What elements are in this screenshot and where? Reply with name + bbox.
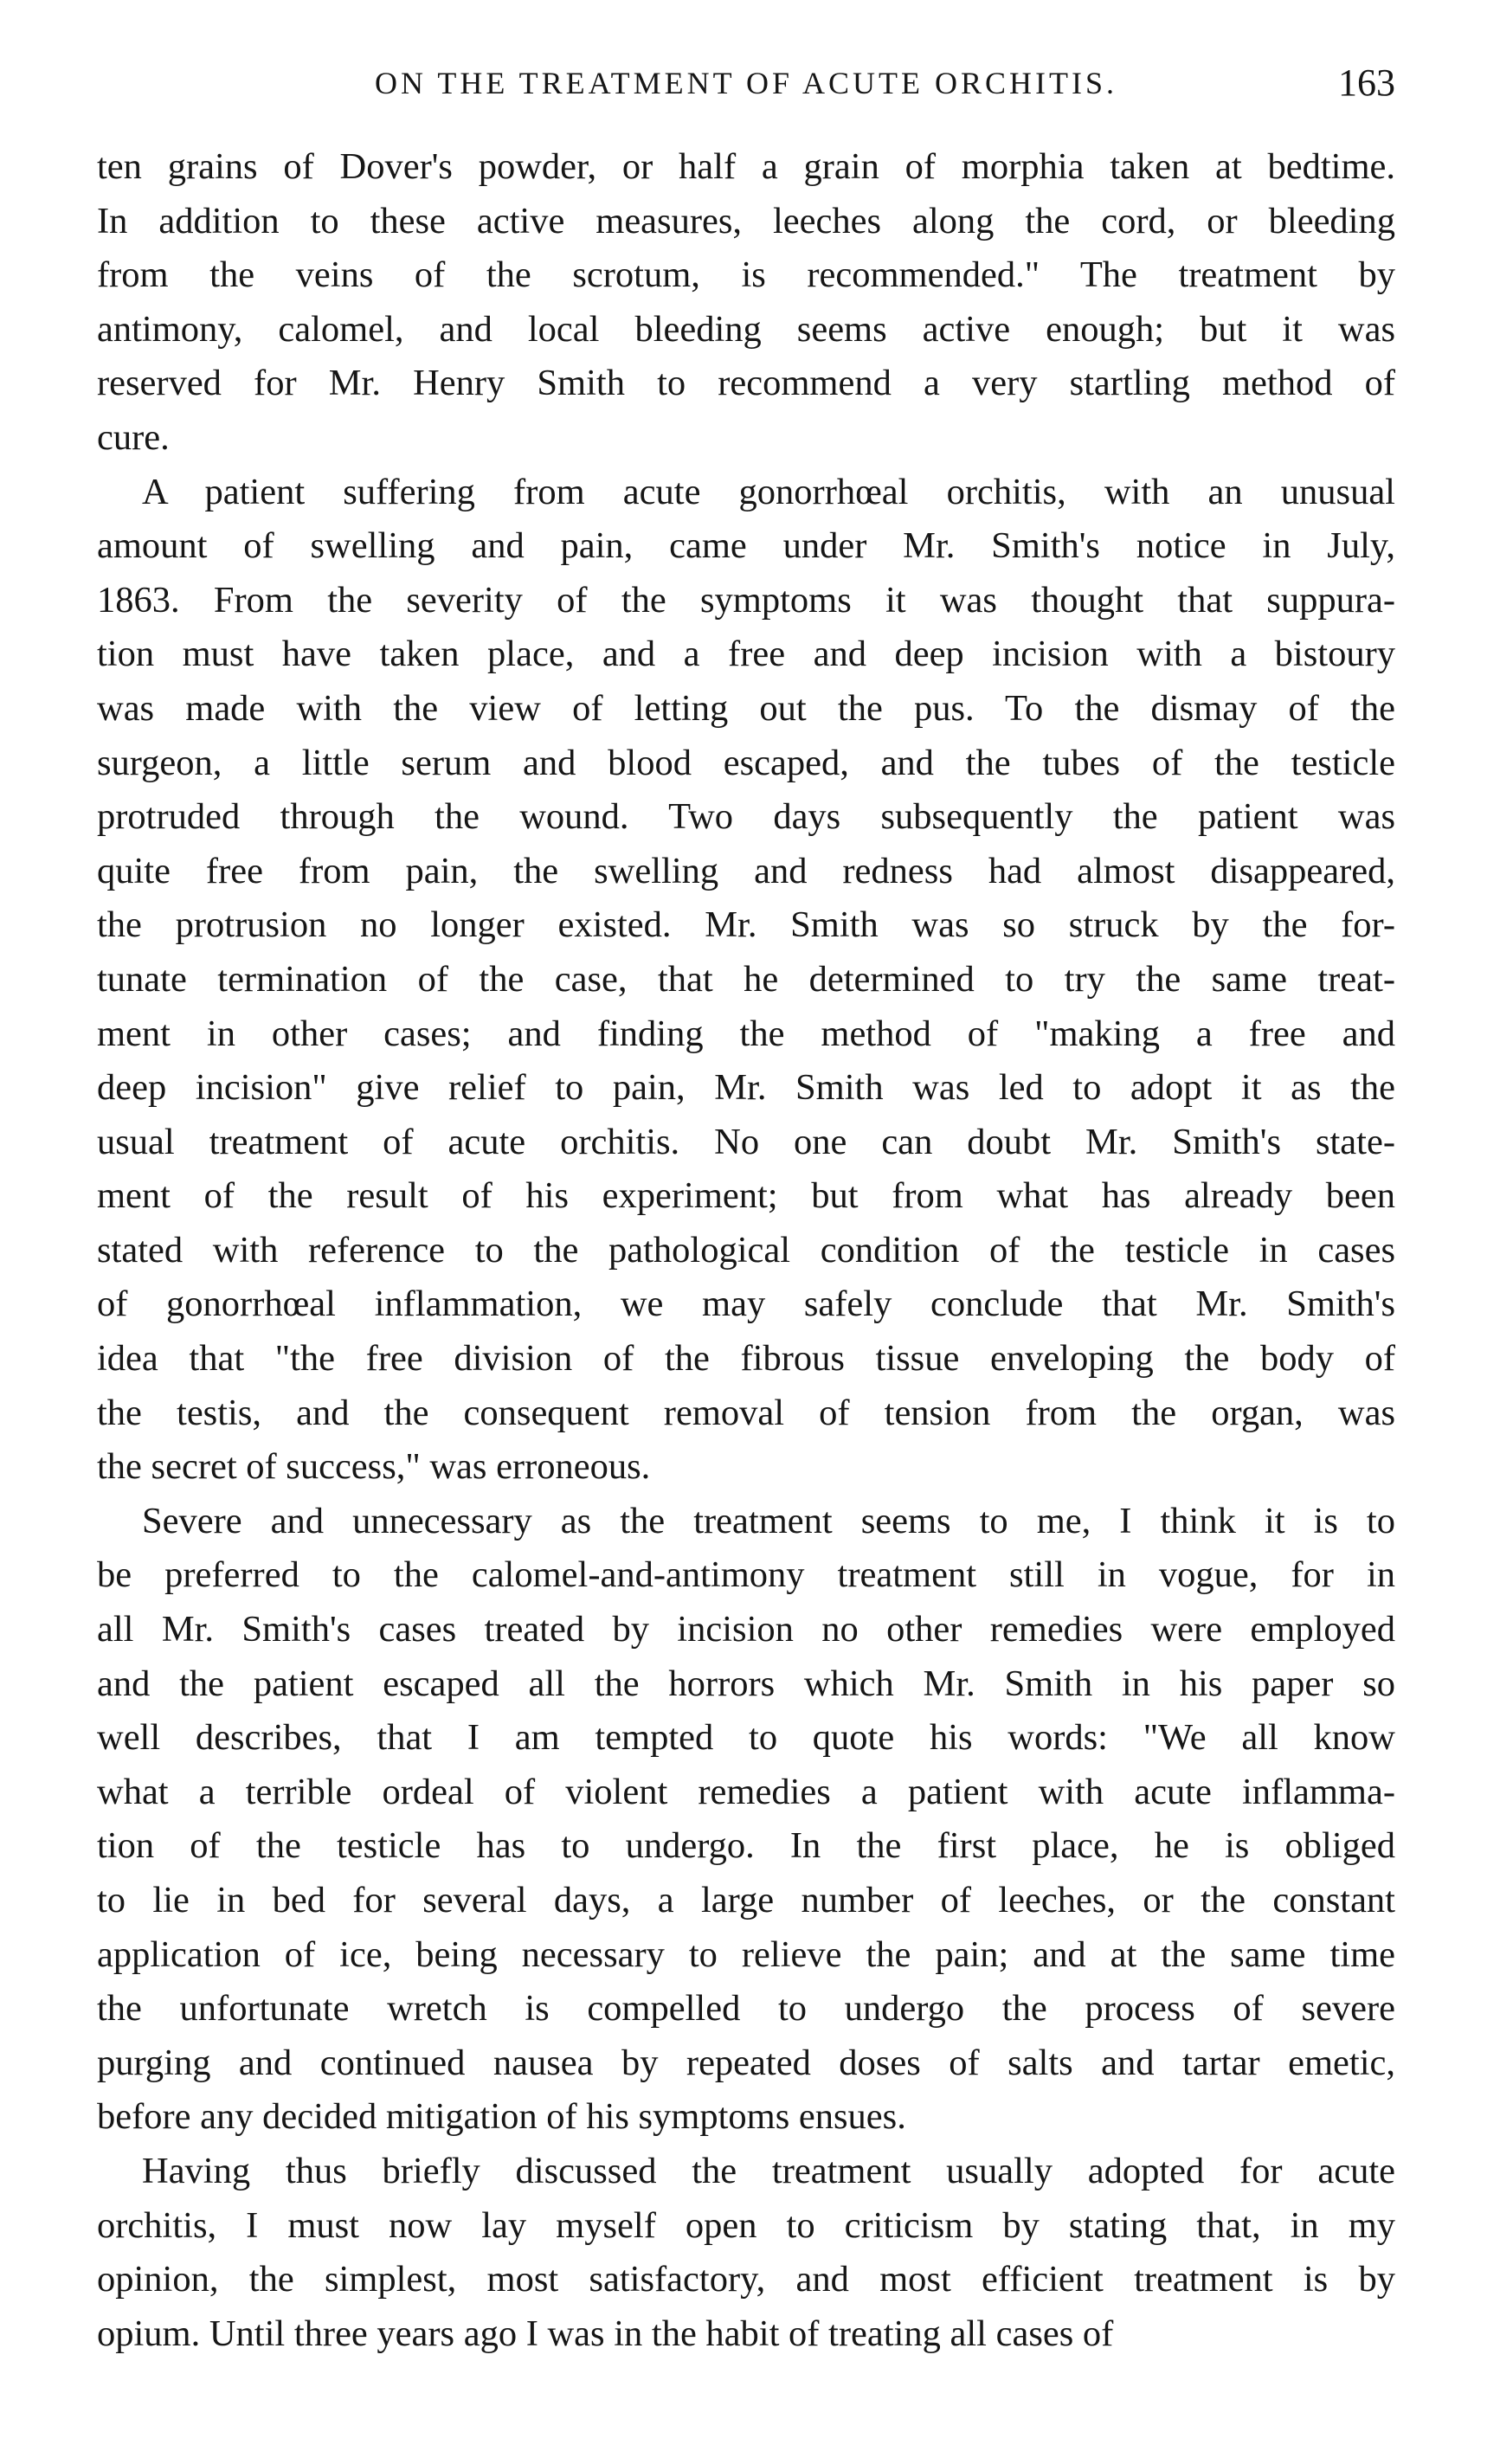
text-line: ment in other cases; and finding the method of "making a free and <box>97 1013 1395 1054</box>
text-line: the protrusion no longer existed. Mr. Smith was so struck by the for- <box>97 904 1395 946</box>
text-line: the testis, and the consequent removal of tension from the organ, was <box>97 1392 1395 1433</box>
running-title: ON THE TREATMENT OF ACUTE ORCHITIS. <box>374 66 1118 100</box>
text-line: tion of the testicle has to undergo. In the first place, he is obliged <box>97 1825 1395 1867</box>
text-line: ment of the result of his experiment; but from what has already been <box>97 1175 1395 1217</box>
text-line: tunate termination of the case, that he determined to try the same treat- <box>97 958 1395 1000</box>
paragraph <box>97 466 1395 1495</box>
paragraph <box>97 1495 1395 2145</box>
text-line: the secret of success," was erroneous. <box>97 1446 651 1488</box>
text-line: be preferred to the calomel-and-antimony treatment still in vogue, for in <box>97 1554 1395 1596</box>
page-header <box>97 57 1395 109</box>
text-line: tion must have taken place, and a free and deep incision with a bistoury <box>97 634 1395 675</box>
text-line: quite free from pain, the swelling and redness had almost disappeared, <box>97 850 1395 891</box>
text-line: antimony, calomel, and local bleeding seems active enough; but it was <box>97 308 1395 350</box>
text-line: what a terrible ordeal of violent remedies a patient with acute inflamma- <box>97 1771 1395 1812</box>
text-line: and the patient escaped all the horrors which Mr. Smith in his paper so <box>97 1663 1395 1704</box>
paragraph <box>97 2145 1395 2361</box>
text-line: stated with reference to the pathological condition of the testicle in cases <box>97 1229 1395 1271</box>
text-line: amount of swelling and pain, came under Mr. Smith's notice in July, <box>97 525 1395 567</box>
text-line: 1863. From the severity of the symptoms it was thought that suppura- <box>97 579 1395 621</box>
text-line: Severe and unnecessary as the treatment seems to me, I think it is to <box>142 1500 1395 1541</box>
text-line: A patient suffering from acute gonorrhœal orchitis, with an unusual <box>142 471 1395 512</box>
text-line: purging and continued nausea by repeated doses of salts and tartar emetic, <box>97 2042 1395 2083</box>
text-line: opinion, the simplest, most satisfactory, and most efficient treatment is by <box>97 2259 1395 2300</box>
text-line: of gonorrhœal inflammation, we may safely conclude that Mr. Smith's <box>97 1283 1395 1325</box>
text-line: application of ice, being necessary to relieve the pain; and at the same time <box>97 1933 1395 1975</box>
text-line: usual treatment of acute orchitis. No one can doubt Mr. Smith's state- <box>97 1121 1395 1162</box>
text-line: Having thus briefly discussed the treatment usually adopted for acute <box>142 2150 1395 2191</box>
text-line: idea that "the free division of the fibrous tissue enveloping the body of <box>97 1338 1395 1380</box>
body-text <box>97 140 1395 2361</box>
text-line: all Mr. Smith's cases treated by incision no other remedies were employed <box>97 1609 1395 1650</box>
text-line: orchitis, I must now lay myself open to criticism by stating that, in my <box>97 2204 1395 2246</box>
text-line: cure. <box>97 416 170 458</box>
text-line: from the veins of the scrotum, is recommended." The treatment by <box>97 254 1395 296</box>
text-line: well describes, that I am tempted to quote his words: "We all know <box>97 1717 1395 1759</box>
text-line: reserved for Mr. Henry Smith to recommend a very startling method of <box>97 363 1395 404</box>
text-line: before any decided mitigation of his symptoms ensues. <box>97 2096 906 2138</box>
page-number: 163 <box>1338 61 1395 104</box>
text-line: was made with the view of letting out the pus. To the dismay of the <box>97 687 1395 729</box>
text-line: deep incision" give relief to pain, Mr. Smith was led to adopt it as the <box>97 1067 1395 1109</box>
text-line: to lie in bed for several days, a large number of leeches, or the constant <box>97 1880 1395 1920</box>
text-line: the unfortunate wretch is compelled to undergo the process of severe <box>97 1988 1395 2030</box>
text-line: In addition to these active measures, leeches along the cord, or bleeding <box>97 200 1395 241</box>
text-line: surgeon, a little serum and blood escaped, and the tubes of the testicle <box>97 742 1395 783</box>
text-line: ten grains of Dover's powder, or half a grain of morphia taken at bedtime. <box>97 146 1395 187</box>
text-line: opium. Until three years ago I was in the habit of treating all cases of <box>97 2313 1114 2354</box>
text-line: protruded through the wound. Two days subsequently the patient was <box>97 796 1395 838</box>
paragraph <box>97 140 1395 466</box>
